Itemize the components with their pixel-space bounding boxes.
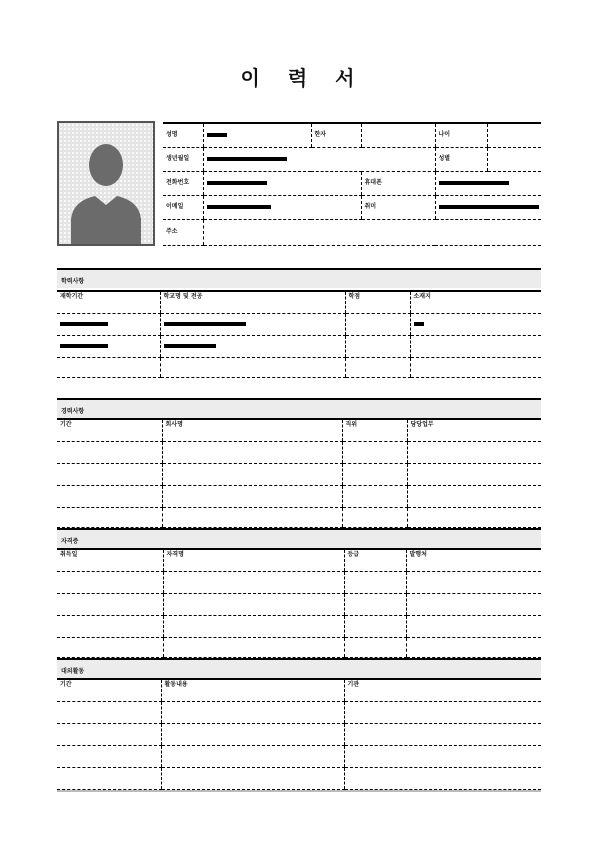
table-row xyxy=(57,767,541,789)
edu-header-location: 소재지 xyxy=(410,291,541,313)
table-cell[interactable] xyxy=(407,441,541,463)
activity-section-title: 대외활동 xyxy=(57,658,541,678)
table-cell[interactable] xyxy=(57,593,163,615)
title-char-2: 력 xyxy=(287,66,308,90)
edu-header-grade: 학점 xyxy=(345,291,410,313)
activity-header-content: 활동내용 xyxy=(161,679,344,701)
birth-field[interactable] xyxy=(203,147,435,171)
mobile-field[interactable] xyxy=(435,171,541,195)
name-label: 성명 xyxy=(163,123,203,147)
table-cell[interactable] xyxy=(57,615,163,637)
table-cell[interactable] xyxy=(344,745,541,767)
table-cell[interactable] xyxy=(160,313,345,335)
license-header-issuer: 발행처 xyxy=(406,549,541,571)
table-cell[interactable] xyxy=(406,571,541,593)
table-cell[interactable] xyxy=(163,593,344,615)
table-row xyxy=(57,593,541,615)
activity-table xyxy=(57,678,541,790)
table-cell[interactable] xyxy=(57,313,160,335)
table-cell[interactable] xyxy=(57,701,161,723)
career-header-duty: 담당업무 xyxy=(407,419,541,441)
license-header-grade: 등급 xyxy=(344,549,406,571)
table-cell[interactable] xyxy=(342,441,407,463)
table-cell[interactable] xyxy=(161,701,344,723)
table-cell[interactable] xyxy=(407,485,541,507)
table-cell[interactable] xyxy=(161,745,344,767)
table-row xyxy=(57,571,541,593)
photo-placeholder[interactable] xyxy=(57,121,155,246)
table-cell[interactable] xyxy=(344,637,406,657)
table-cell[interactable] xyxy=(162,441,342,463)
table-cell[interactable] xyxy=(344,593,406,615)
table-cell[interactable] xyxy=(410,313,541,335)
hobby-label: 취미 xyxy=(361,195,435,219)
table-cell[interactable] xyxy=(57,463,162,485)
career-header-company: 회사명 xyxy=(162,419,342,441)
table-cell[interactable] xyxy=(410,335,541,357)
table-row xyxy=(57,701,541,723)
hanja-field[interactable] xyxy=(361,123,435,147)
table-cell[interactable] xyxy=(57,767,161,789)
career-section-title: 경력사항 xyxy=(57,398,541,418)
name-field[interactable] xyxy=(203,123,311,147)
table-cell[interactable] xyxy=(57,357,160,377)
address-label: 주소 xyxy=(163,219,203,245)
age-field[interactable] xyxy=(487,123,541,147)
table-cell[interactable] xyxy=(407,507,541,527)
phone-field[interactable] xyxy=(203,171,361,195)
table-cell[interactable] xyxy=(162,485,342,507)
edu-header-school: 학교명 및 전공 xyxy=(160,291,345,313)
table-cell[interactable] xyxy=(160,335,345,357)
table-row xyxy=(57,335,541,357)
table-cell[interactable] xyxy=(57,571,163,593)
footer-divider xyxy=(57,790,541,792)
table-cell[interactable] xyxy=(406,593,541,615)
table-row xyxy=(57,357,541,377)
table-cell[interactable] xyxy=(406,615,541,637)
career-header-period: 기간 xyxy=(57,419,162,441)
table-row xyxy=(57,313,541,335)
table-cell[interactable] xyxy=(410,357,541,377)
hanja-label: 한자 xyxy=(311,123,361,147)
activity-header-org: 기관 xyxy=(344,679,541,701)
table-cell[interactable] xyxy=(57,335,160,357)
person-silhouette-icon xyxy=(59,123,153,244)
mobile-label: 휴대폰 xyxy=(361,171,435,195)
email-field[interactable] xyxy=(203,195,361,219)
table-cell[interactable] xyxy=(57,507,162,527)
license-table xyxy=(57,548,541,658)
table-cell[interactable] xyxy=(161,723,344,745)
table-cell[interactable] xyxy=(57,723,161,745)
title-char-3: 서 xyxy=(335,66,355,90)
gender-field[interactable] xyxy=(487,147,541,171)
edu-header-period: 재학기간 xyxy=(57,291,160,313)
education-section-title: 학력사항 xyxy=(57,268,541,288)
table-cell[interactable] xyxy=(162,507,342,527)
table-cell[interactable] xyxy=(345,357,410,377)
table-cell[interactable] xyxy=(344,767,541,789)
address-field[interactable] xyxy=(203,219,541,245)
phone-label: 전화번호 xyxy=(163,171,203,195)
table-cell[interactable] xyxy=(344,615,406,637)
table-cell[interactable] xyxy=(57,637,163,657)
license-section-title: 자격증 xyxy=(57,528,541,548)
table-cell[interactable] xyxy=(163,637,344,657)
table-cell[interactable] xyxy=(342,507,407,527)
table-row xyxy=(57,441,541,463)
table-cell[interactable] xyxy=(344,571,406,593)
table-cell[interactable] xyxy=(342,485,407,507)
table-cell[interactable] xyxy=(160,357,345,377)
table-row xyxy=(57,745,541,767)
table-row xyxy=(57,507,541,527)
age-label: 나이 xyxy=(435,123,487,147)
table-cell[interactable] xyxy=(57,485,162,507)
email-label: 이메일 xyxy=(163,195,203,219)
profile-table xyxy=(163,122,541,246)
license-header-name: 자격명 xyxy=(163,549,344,571)
table-cell[interactable] xyxy=(342,463,407,485)
table-cell[interactable] xyxy=(57,745,161,767)
activity-header-period: 기간 xyxy=(57,679,161,701)
footer-note xyxy=(59,802,63,810)
career-header-position: 직위 xyxy=(342,419,407,441)
table-row xyxy=(57,637,541,657)
table-cell[interactable] xyxy=(163,615,344,637)
hobby-field[interactable] xyxy=(435,195,541,219)
title-char-1: 이 xyxy=(240,66,260,90)
table-row xyxy=(57,463,541,485)
table-cell[interactable] xyxy=(345,335,410,357)
document-title xyxy=(0,62,595,92)
birth-label: 생년월일 xyxy=(163,147,203,171)
table-cell[interactable] xyxy=(406,637,541,657)
education-table xyxy=(57,290,541,378)
table-row xyxy=(57,723,541,745)
table-row xyxy=(57,615,541,637)
table-cell[interactable] xyxy=(407,463,541,485)
table-cell[interactable] xyxy=(161,767,344,789)
table-cell[interactable] xyxy=(163,571,344,593)
license-header-date: 취득일 xyxy=(57,549,163,571)
table-cell[interactable] xyxy=(344,701,541,723)
table-cell[interactable] xyxy=(344,723,541,745)
gender-label: 성별 xyxy=(435,147,487,171)
table-cell[interactable] xyxy=(162,463,342,485)
table-cell[interactable] xyxy=(345,313,410,335)
table-row xyxy=(57,485,541,507)
table-cell[interactable] xyxy=(57,441,162,463)
career-table xyxy=(57,418,541,528)
